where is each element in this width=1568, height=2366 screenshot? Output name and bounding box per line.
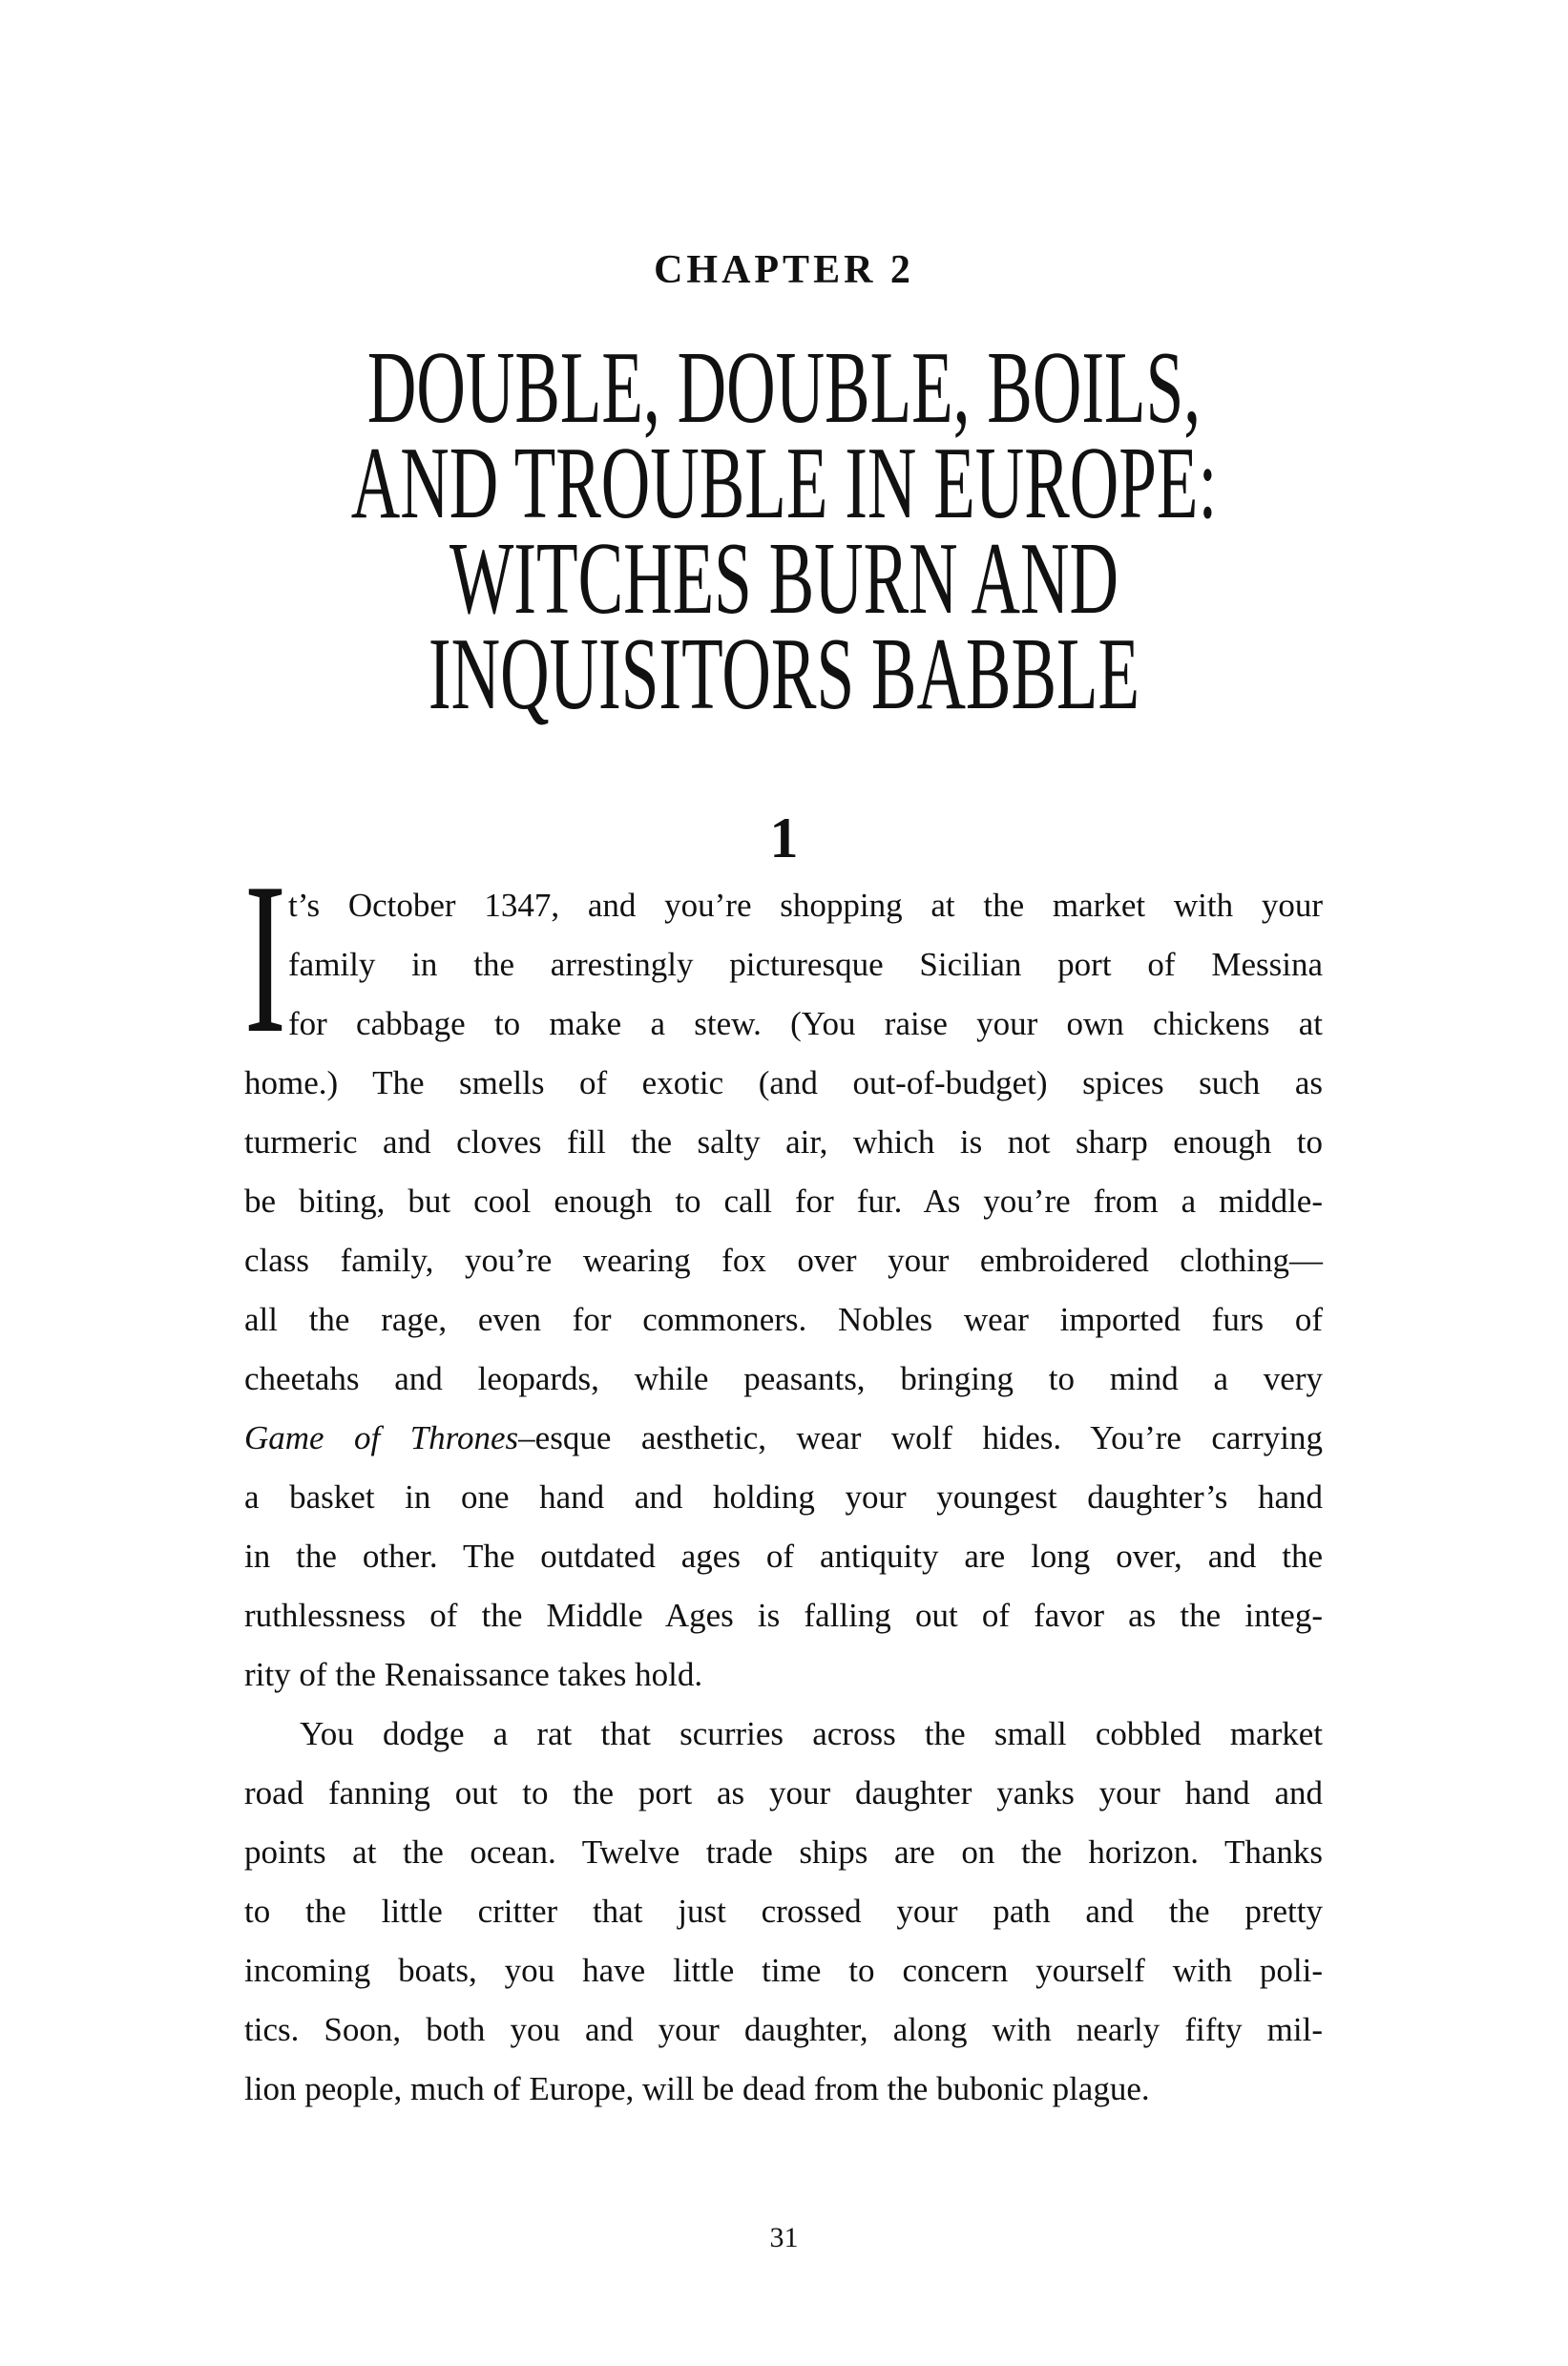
body-text xyxy=(244,839,1323,2119)
body-line: in the other. The outdated ages of antiquity are long over, and the xyxy=(244,1538,1323,1575)
body-line: points at the ocean. Twelve trade ships are on the horizon. Thanks xyxy=(244,1833,1323,1871)
body-line: rity of the Renaissance takes hold. xyxy=(244,1656,703,1693)
body-line: a basket in one hand and holding your youngest daughter’s hand xyxy=(244,1478,1323,1516)
body-line: home.) The smells of exotic (and out-of-budget) spices such as xyxy=(244,1064,1323,1101)
section-number: 1 xyxy=(769,806,799,869)
body-line: incoming boats, you have little time to concern yourself with poli- xyxy=(244,1952,1323,1989)
body-line: tics. Soon, both you and your daughter, along with nearly fifty mil- xyxy=(244,2011,1323,2048)
body-line: to the little critter that just crossed your path and the pretty xyxy=(244,1893,1323,1930)
body-line: t’s October 1347, and you’re shopping at the market with your xyxy=(288,887,1323,924)
body-line: turmeric and cloves fill the salty air, which is not sharp enough to xyxy=(244,1123,1323,1161)
paragraph-1 xyxy=(244,839,1323,1705)
body-line-with-italic xyxy=(244,1409,1323,1468)
body-line: be biting, but cool enough to call for fur. As you’re from a middle- xyxy=(244,1183,1323,1220)
body-line: cheetahs and leopards, while peasants, bringing to mind a very xyxy=(244,1360,1323,1397)
chapter-title-line-1: DOUBLE, DOUBLE, BOILS, xyxy=(366,331,1202,445)
italic-book-title: Game of Thrones xyxy=(244,1419,519,1456)
chapter-title-line-4: INQUISITORS BABBLE xyxy=(428,618,1140,731)
body-line-rest: –esque aesthetic, wear wolf hides. You’re carrying xyxy=(518,1419,1323,1456)
body-line: You dodge a rat that scurries across the small cobbled market xyxy=(300,1715,1323,1752)
body-line: ruthlessness of the Middle Ages is falling out of favor as the integ- xyxy=(244,1597,1323,1634)
drop-cap xyxy=(244,839,286,1078)
chapter-title-line-2: AND TROUBLE IN EUROPE: xyxy=(350,427,1218,540)
body-line: road fanning out to the port as your daughter yanks your hand and xyxy=(244,1774,1323,1811)
chapter-title-line-3: WITCHES BURN AND xyxy=(449,522,1119,636)
body-line: family in the arrestingly picturesque Sicilian port of Messina xyxy=(288,946,1323,983)
body-line: for cabbage to make a stew. (You raise your own chickens at xyxy=(288,1005,1323,1042)
chapter-title xyxy=(266,331,1301,731)
drop-cap-glyph: I xyxy=(244,839,286,1078)
body-line: class family, you’re wearing fox over your embroidered clothing— xyxy=(244,1242,1323,1279)
body-line: all the rage, even for commoners. Nobles wear imported furs of xyxy=(244,1301,1323,1338)
chapter-label: CHAPTER 2 xyxy=(654,248,914,292)
paragraph-2 xyxy=(244,1705,1323,2119)
body-line: lion people, much of Europe, will be dead from the bubonic plague. xyxy=(244,2070,1150,2107)
page-number: 31 xyxy=(769,2222,799,2253)
